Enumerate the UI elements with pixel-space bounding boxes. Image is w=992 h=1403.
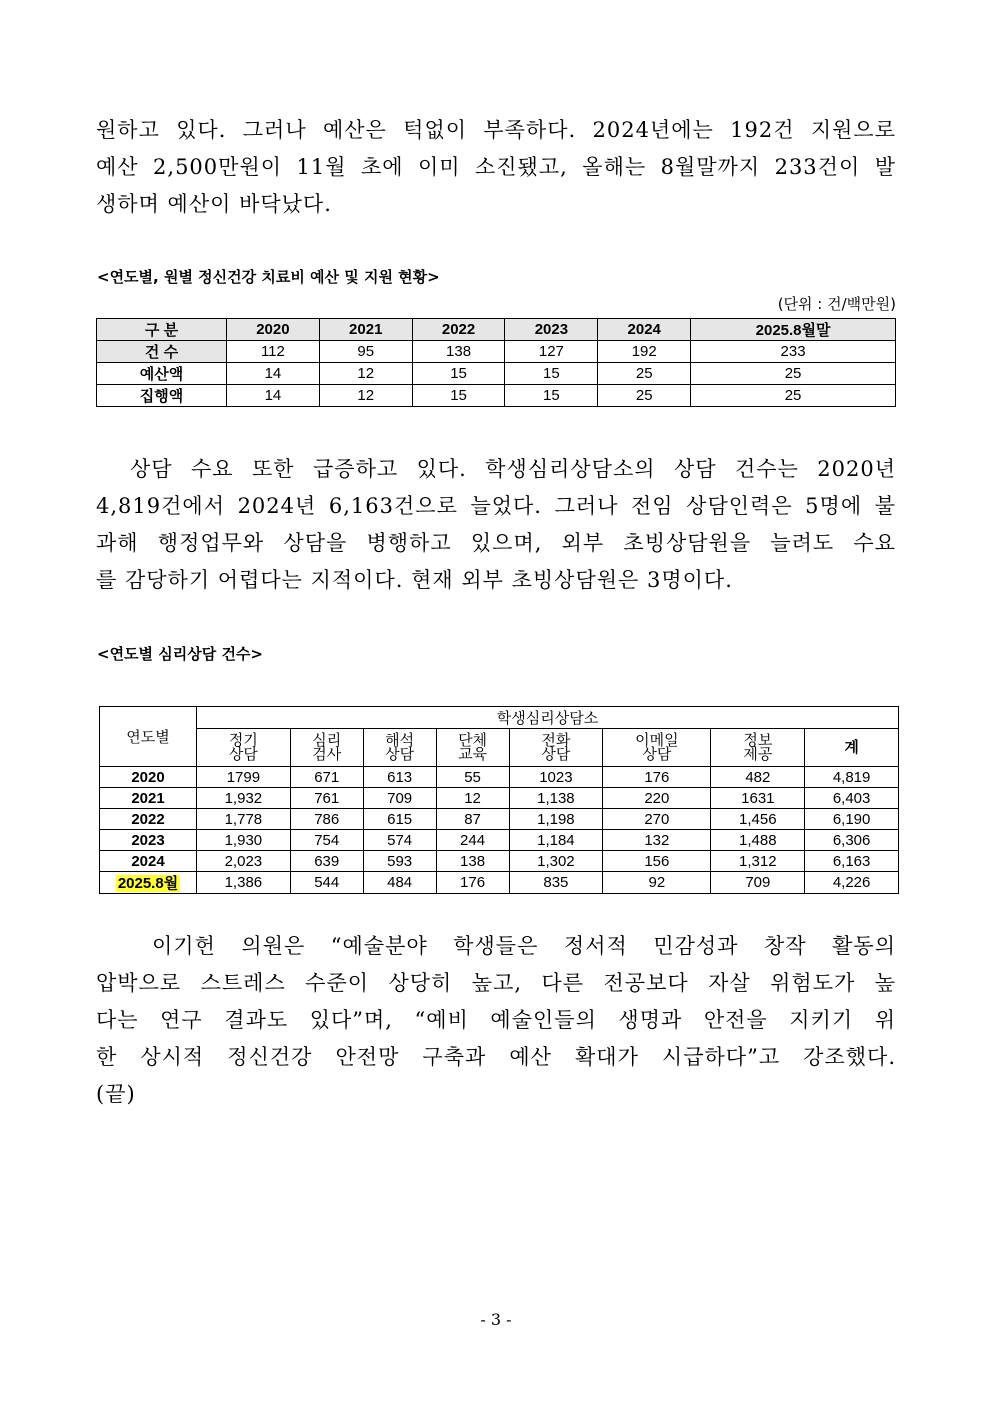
table-cell: 233: [691, 341, 896, 363]
table-row: [100, 788, 899, 809]
table-cell: 138: [436, 851, 509, 872]
budget-table-row-label: 건 수: [97, 341, 227, 363]
table-row: [97, 385, 896, 407]
paragraph-3-line: 한 상시적 정신건강 안전망 구축과 예산 확대가 시급하다”고 강조했다.: [96, 1045, 896, 1069]
table-cell: 1,138: [509, 788, 603, 809]
highlighted-year: 2025.8월: [117, 875, 179, 892]
table-row: [100, 830, 899, 851]
table-cell: 639: [290, 851, 363, 872]
table-2-caption: <연도별 심리상담 건수>: [97, 645, 263, 663]
paragraph-1: [96, 112, 896, 223]
counseling-table-column-header: 정보 제공: [711, 729, 805, 767]
budget-table-row-label: 집행액: [97, 385, 227, 407]
table-cell: 12: [319, 385, 412, 407]
table-cell: 1023: [509, 767, 603, 788]
budget-table-header-cell: 2024: [598, 319, 691, 341]
table-cell: 593: [363, 851, 436, 872]
paragraph-2-line: 상담 수요 또한 급증하고 있다. 학생심리상담소의 상담 건수는 2020년: [130, 457, 896, 481]
counseling-table-column-header: 정기 상담: [197, 729, 291, 767]
table-cell: 244: [436, 830, 509, 851]
budget-table-header-cell: 2021: [319, 319, 412, 341]
table-cell: 14: [227, 385, 320, 407]
paragraph-1-line: 원하고 있다. 그러나 예산은 턱없이 부족하다. 2024년에는 192건 지원으로: [96, 118, 896, 142]
counseling-table-group-header: 학생심리상담소: [197, 707, 899, 729]
counseling-table-year: 2024: [100, 851, 197, 872]
counseling-table-header-row: [100, 707, 899, 729]
paragraph-3-line: 다는 연구 결과도 있다”며, “예비 예술인들의 생명과 안전을 지키기 위: [96, 1008, 896, 1032]
counseling-table-year: 2021: [100, 788, 197, 809]
table-cell: 835: [509, 872, 603, 894]
table-1-caption: <연도별, 원별 정신건강 치료비 예산 및 지원 현황>: [97, 268, 440, 286]
table-cell: 176: [603, 767, 711, 788]
table-cell: 482: [711, 767, 805, 788]
table-cell: 14: [227, 363, 320, 385]
table-cell: 55: [436, 767, 509, 788]
table-cell: 12: [436, 788, 509, 809]
counseling-table-column-header: 전화 상담: [509, 729, 603, 767]
table-cell: 615: [363, 809, 436, 830]
table-cell: 1,184: [509, 830, 603, 851]
table-cell: 92: [603, 872, 711, 894]
table-cell: 87: [436, 809, 509, 830]
budget-table-header-cell: 2023: [505, 319, 598, 341]
table-row: [97, 341, 896, 363]
table-cell: 6,190: [805, 809, 899, 830]
table-row: [100, 809, 899, 830]
counseling-table-column-header: 계: [805, 729, 899, 767]
counseling-table-column-header: 단체 교육: [436, 729, 509, 767]
table-cell: 6,306: [805, 830, 899, 851]
table-cell: 484: [363, 872, 436, 894]
paragraph-2: [96, 451, 896, 599]
table-cell: 1,778: [197, 809, 291, 830]
counseling-table-corner: 연도별: [100, 707, 197, 767]
counseling-table-subheader-row: [100, 729, 899, 767]
table-cell: 15: [412, 385, 505, 407]
table-cell: 2,023: [197, 851, 291, 872]
table-cell: 15: [412, 363, 505, 385]
table-cell: 25: [598, 363, 691, 385]
table-cell: 761: [290, 788, 363, 809]
table-row: [97, 363, 896, 385]
budget-table-header-cell: 2022: [412, 319, 505, 341]
table-cell: 1799: [197, 767, 291, 788]
table-cell: 1,932: [197, 788, 291, 809]
table-row: [100, 872, 899, 894]
table-cell: 138: [412, 341, 505, 363]
table-cell: 95: [319, 341, 412, 363]
table-cell: 544: [290, 872, 363, 894]
table-cell: 176: [436, 872, 509, 894]
table-cell: 132: [603, 830, 711, 851]
table-cell: 671: [290, 767, 363, 788]
table-cell: 220: [603, 788, 711, 809]
table-cell: 4,226: [805, 872, 899, 894]
counseling-table-column-header: 이메일 상담: [603, 729, 711, 767]
counseling-table-year: 2023: [100, 830, 197, 851]
budget-table-header-cell: 구 분: [97, 319, 227, 341]
table-cell: 1,302: [509, 851, 603, 872]
counseling-table-year: 2020: [100, 767, 197, 788]
table-cell: 112: [227, 341, 320, 363]
table-row: [100, 767, 899, 788]
counseling-table-column-header: 해석 상담: [363, 729, 436, 767]
table-cell: 192: [598, 341, 691, 363]
table-cell: 12: [319, 363, 412, 385]
paragraph-2-line: 과해 행정업무와 상담을 병행하고 있으며, 외부 초빙상담원을 늘려도 수요: [96, 531, 896, 555]
table-cell: 574: [363, 830, 436, 851]
table-cell: 1,488: [711, 830, 805, 851]
paragraph-1-line: 예산 2,500만원이 11월 초에 이미 소진됐고, 올해는 8월말까지 233건이 발: [96, 155, 896, 179]
paragraph-2-line: 4,819건에서 2024년 6,163건으로 늘었다. 그러나 전임 상담인력은 5명에 불: [96, 494, 896, 518]
table-1-unit: (단위 : 건/백만원): [777, 295, 896, 313]
paragraph-3-line: 압박으로 스트레스 수준이 상당히 높고, 다른 전공보다 자살 위험도가 높: [96, 971, 896, 995]
counseling-table-column-header: 심리 검사: [290, 729, 363, 767]
table-cell: 127: [505, 341, 598, 363]
page-number: - 3 -: [480, 1310, 512, 1329]
table-cell: 1631: [711, 788, 805, 809]
table-cell: 25: [691, 385, 896, 407]
paragraph-3: [96, 928, 896, 1113]
table-cell: 786: [290, 809, 363, 830]
table-cell: 1,198: [509, 809, 603, 830]
table-cell: 1,312: [711, 851, 805, 872]
paragraph-3-line: (끝): [96, 1082, 136, 1106]
table-cell: 1,930: [197, 830, 291, 851]
table-cell: 613: [363, 767, 436, 788]
table-cell: 270: [603, 809, 711, 830]
table-cell: 709: [711, 872, 805, 894]
paragraph-2-line: 를 감당하기 어렵다는 지적이다. 현재 외부 초빙상담원은 3명이다.: [96, 568, 733, 592]
paragraph-1-line: 생하며 예산이 바닥났다.: [96, 192, 332, 216]
budget-table-header-cell: 2025.8월말: [691, 319, 896, 341]
counseling-table-year: [100, 872, 197, 894]
table-cell: 25: [691, 363, 896, 385]
counseling-table-year: 2022: [100, 809, 197, 830]
table-cell: 25: [598, 385, 691, 407]
budget-table: [96, 318, 896, 407]
budget-table-row-label: 예산액: [97, 363, 227, 385]
budget-table-header-row: [97, 319, 896, 341]
table-cell: 156: [603, 851, 711, 872]
budget-table-header-cell: 2020: [227, 319, 320, 341]
table-cell: 6,403: [805, 788, 899, 809]
table-cell: 754: [290, 830, 363, 851]
table-row: [100, 851, 899, 872]
table-cell: 1,456: [711, 809, 805, 830]
table-cell: 6,163: [805, 851, 899, 872]
table-cell: 1,386: [197, 872, 291, 894]
table-cell: 15: [505, 385, 598, 407]
paragraph-3-line: 이기헌 의원은 “예술분야 학생들은 정서적 민감성과 창작 활동의: [152, 934, 896, 958]
table-cell: 15: [505, 363, 598, 385]
table-cell: 4,819: [805, 767, 899, 788]
counseling-table: [99, 706, 899, 894]
table-cell: 709: [363, 788, 436, 809]
